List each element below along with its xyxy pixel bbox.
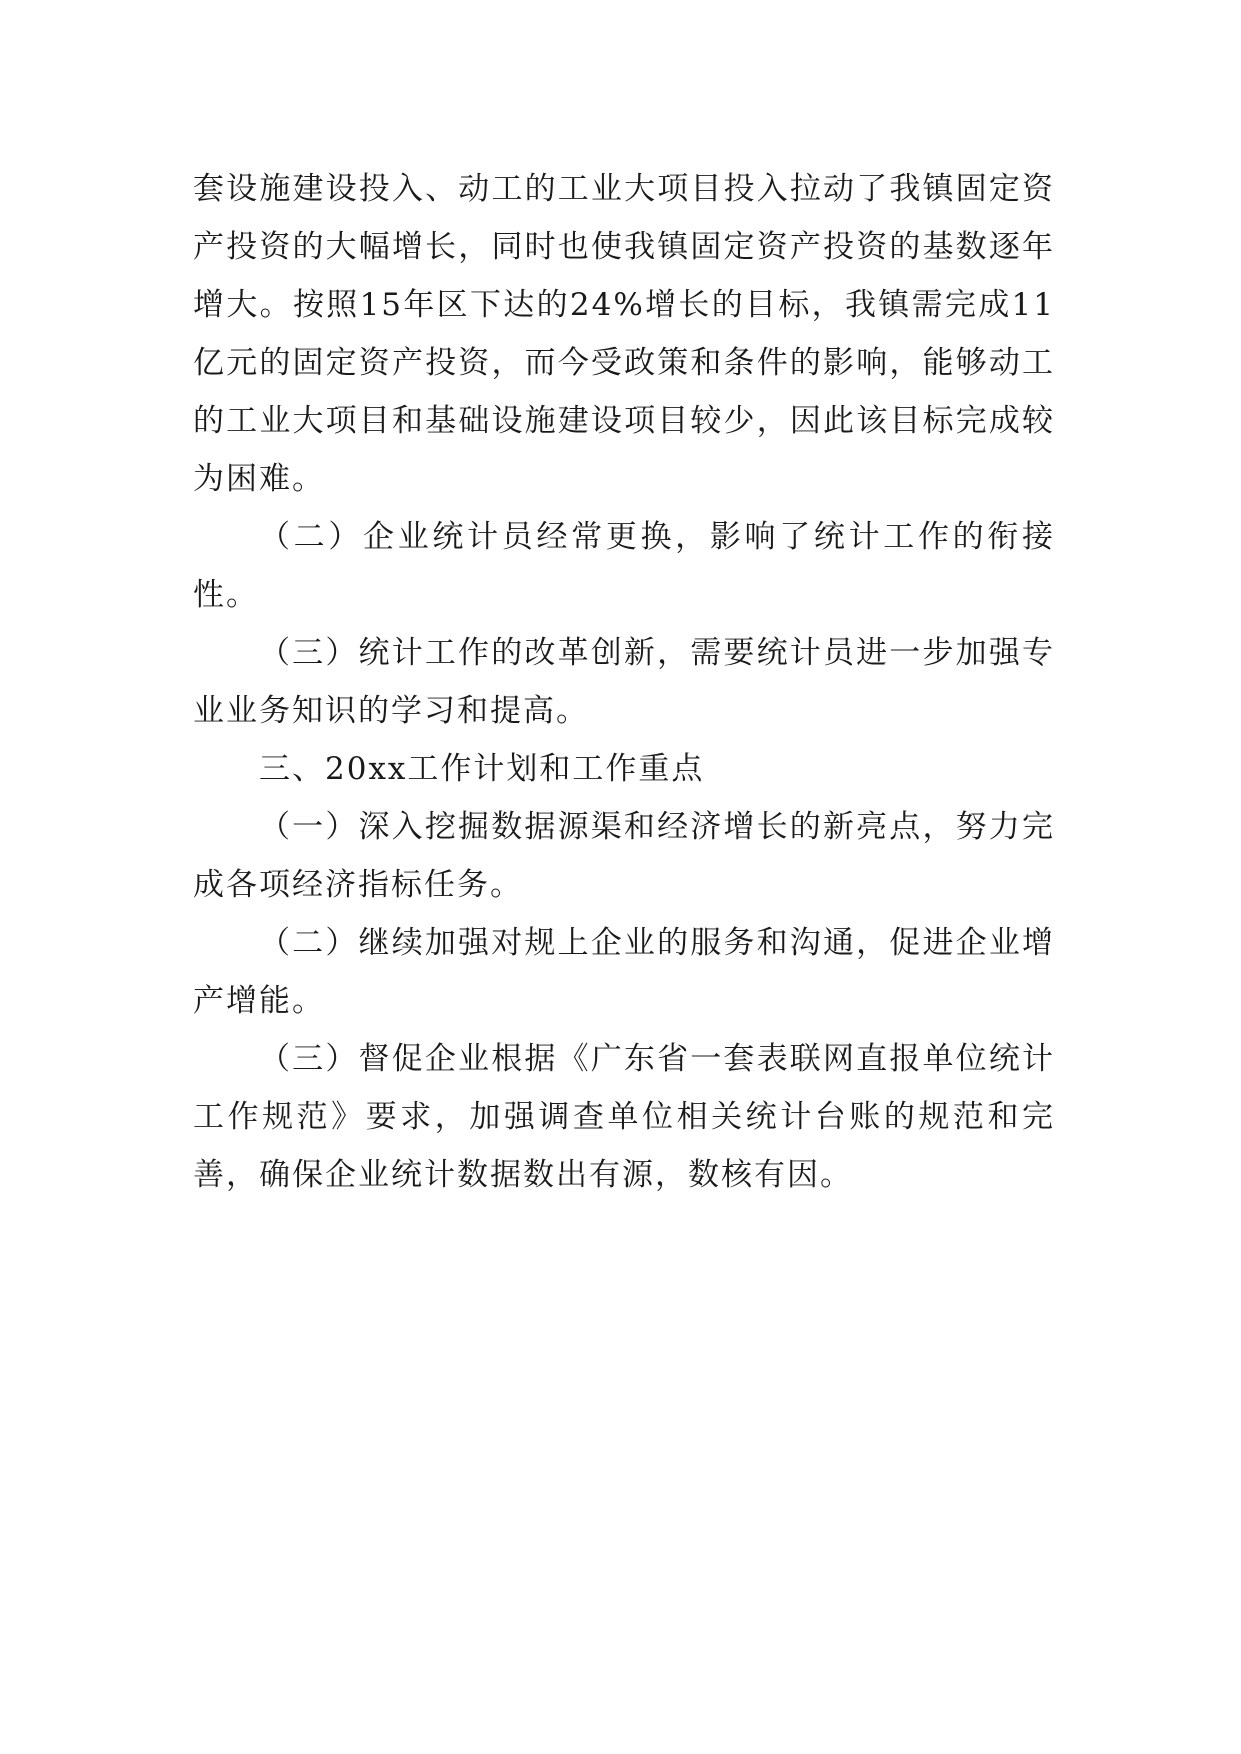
paragraph-plan-3: （三）督促企业根据《广东省一套表联网直报单位统计工作规范》要求，加强调查单位相关统计台账的规范和完善，确保企业统计数据数出有源，数核有因。 — [193, 1041, 1055, 1193]
section-heading-work-plan: 三、20xx工作计划和工作重点 — [259, 751, 705, 787]
paragraph-continuation: 套设施建设投入、动工的工业大项目投入拉动了我镇固定资产投资的大幅增长，同时也使我镇固定资产投资的基数逐年增大。按照15年区下达的24%增长的目标，我镇需完成11亿元的固定资产投资，而今受政策和条件的影响，能够动工的工业大项目和基础设施建设项目较少，因此该目标完成较为困难。 — [193, 171, 1055, 497]
document-body — [193, 160, 1055, 1204]
paragraph-plan-1: （一）深入挖掘数据源渠和经济增长的新亮点，努力完成各项经济指标任务。 — [193, 809, 1055, 903]
paragraph-item-2-staff-turnover: （二）企业统计员经常更换，影响了统计工作的衔接性。 — [193, 519, 1055, 613]
paragraph-item-3-reform: （三）统计工作的改革创新，需要统计员进一步加强专业业务知识的学习和提高。 — [193, 635, 1055, 729]
paragraph-plan-2: （二）继续加强对规上企业的服务和沟通，促进企业增产增能。 — [193, 925, 1055, 1019]
